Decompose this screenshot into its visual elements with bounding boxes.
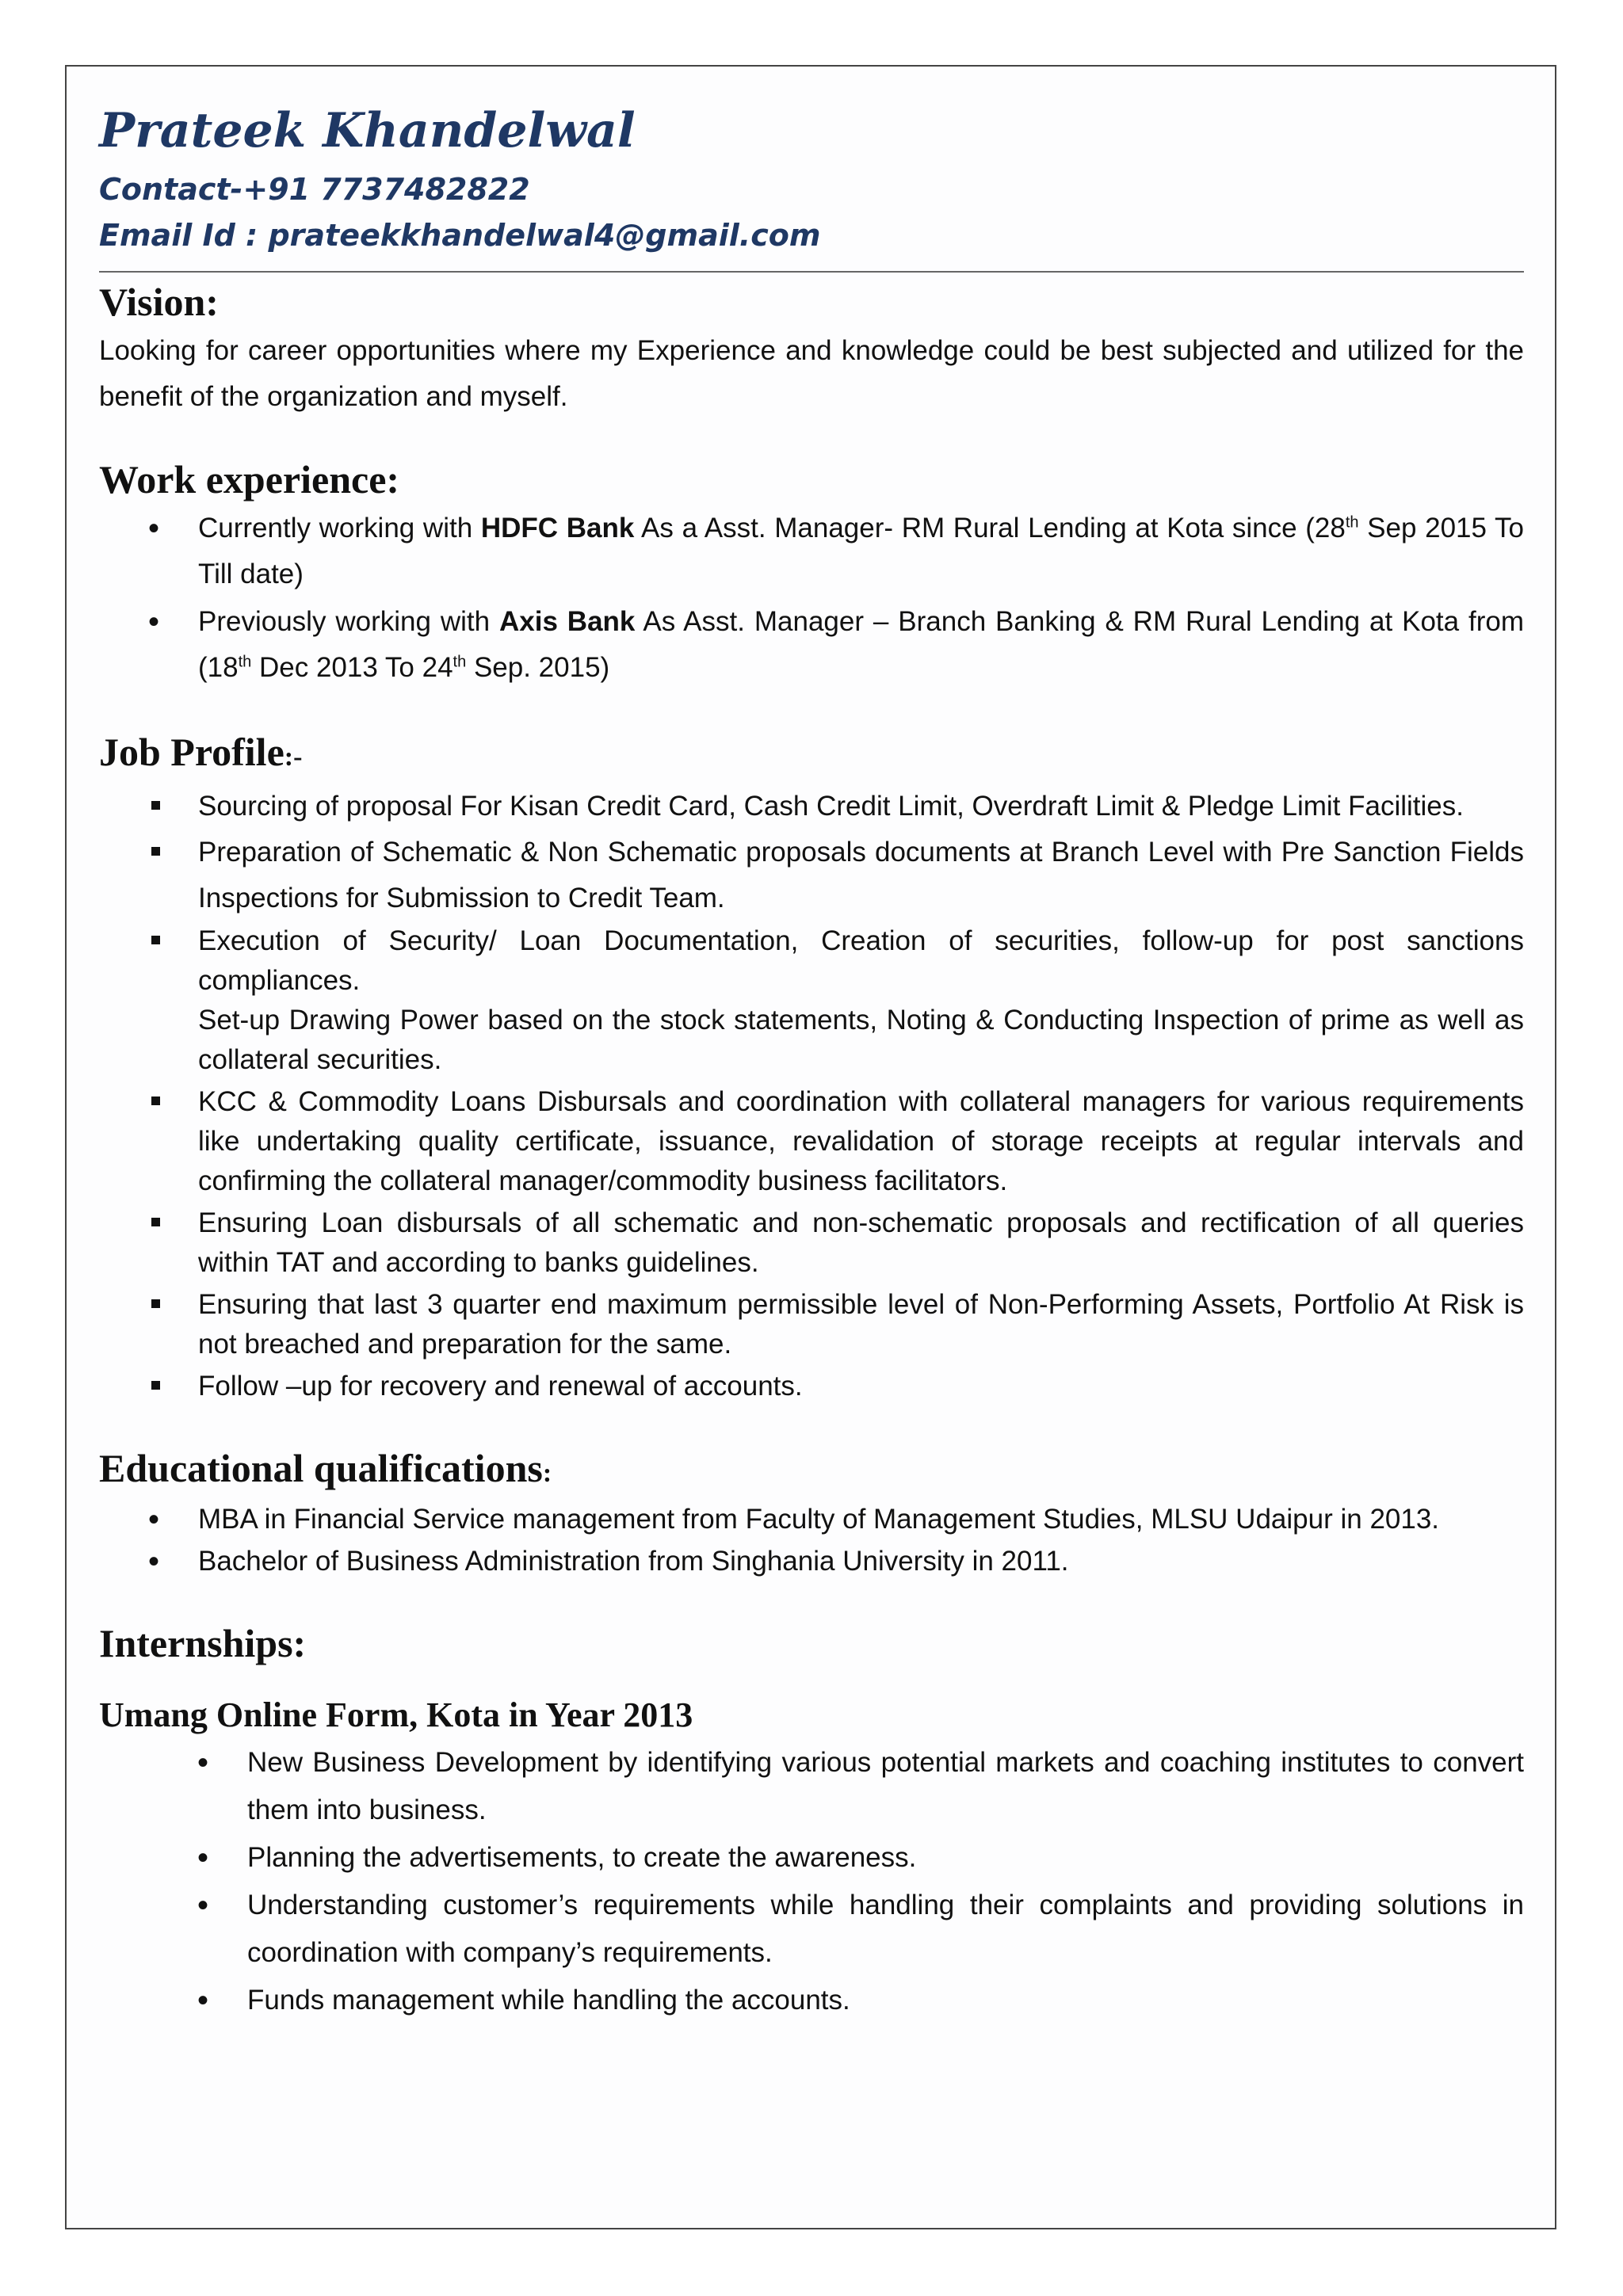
header-divider xyxy=(99,271,1524,273)
job-profile-item: KCC & Commodity Loans Disbursals and coordination with collateral managers for various requirements like undertaking quality certificate, issuance, revalidation of storage receipts at regular intervals and confirming the collateral manager/commodity business facilitators. xyxy=(99,1082,1524,1201)
job-profile-item: Ensuring that last 3 quarter end maximum permissible level of Non-Performing Assets, Portfolio At Risk is not breached and preparation for the same. xyxy=(99,1285,1524,1364)
job-profile-item: Sourcing of proposal For Kisan Credit Card, Cash Credit Limit, Overdraft Limit & Pledge Limit Facilities. xyxy=(99,784,1524,830)
candidate-name: Prateek Khandelwal xyxy=(99,103,636,158)
job-profile-list-dense xyxy=(99,921,1524,1406)
job-profile-item: Ensuring Loan disbursals of all schematic and non-schematic proposals and rectification of all queries within TAT and according to banks guidelines. xyxy=(99,1203,1524,1283)
job-profile-heading: Job Profile:- xyxy=(99,730,303,774)
work-experience-list xyxy=(99,505,1524,691)
education-heading: Educational qualifications: xyxy=(99,1446,552,1490)
contact-phone: Contact-+91 7737482822 xyxy=(99,172,530,207)
work-experience-item: • Previously working with Axis Bank As Asst. Manager – Branch Banking & RM Rural Lending at Kota from (18th Dec 2013 To 24th Sep. 2015) xyxy=(99,599,1524,691)
education-item: • Bachelor of Business Administration from Singhania University in 2011. xyxy=(99,1542,1524,1581)
resume-document xyxy=(99,95,1524,2024)
education-item: • MBA in Financial Service management from Faculty of Management Studies, MLSU Udaipur in 2013. xyxy=(99,1500,1524,1539)
vision-text: Looking for career opportunities where my Experience and knowledge could be best subjected and utilized for the benefit of the organization and myself. xyxy=(99,335,1524,412)
internship-item: • Planning the advertisements, to create the awareness. xyxy=(99,1834,1524,1882)
work-experience-item: • Currently working with HDFC Bank As a Asst. Manager- RM Rural Lending at Kota since (28th Sep 2015 To Till date) xyxy=(99,505,1524,597)
work-experience-heading: Work experience: xyxy=(99,457,400,502)
internship-list xyxy=(99,1739,1524,2024)
job-profile-item: Preparation of Schematic & Non Schematic proposals documents at Branch Level with Pre Sanction Fields Inspections for Submission to Credit Team. xyxy=(99,830,1524,921)
contact-email: Email Id : prateekkhandelwal4@gmail.com xyxy=(99,218,821,253)
internship-title: Umang Online Form, Kota in Year 2013 xyxy=(99,1695,693,1734)
internship-item: • Funds management while handling the accounts. xyxy=(99,1977,1524,2024)
education-list xyxy=(99,1500,1524,1581)
vision-heading: Vision: xyxy=(99,280,219,324)
internship-item: • New Business Development by identifying various potential markets and coaching institutes to convert them into business. xyxy=(99,1739,1524,1834)
job-profile-item: Execution of Security/ Loan Documentation, Creation of securities, follow-up for post sanctions compliances. Set-up Drawing Power based on the stock statements, Noting & Conducting Inspection of prime as well as collateral securities. xyxy=(99,921,1524,1080)
internships-heading: Internships: xyxy=(99,1621,307,1665)
internship-item: • Understanding customer’s requirements while handling their complaints and providing solutions in coordination with company’s requirements. xyxy=(99,1882,1524,1977)
job-profile-list xyxy=(99,784,1524,921)
job-profile-item: Follow –up for recovery and renewal of accounts. xyxy=(99,1367,1524,1406)
